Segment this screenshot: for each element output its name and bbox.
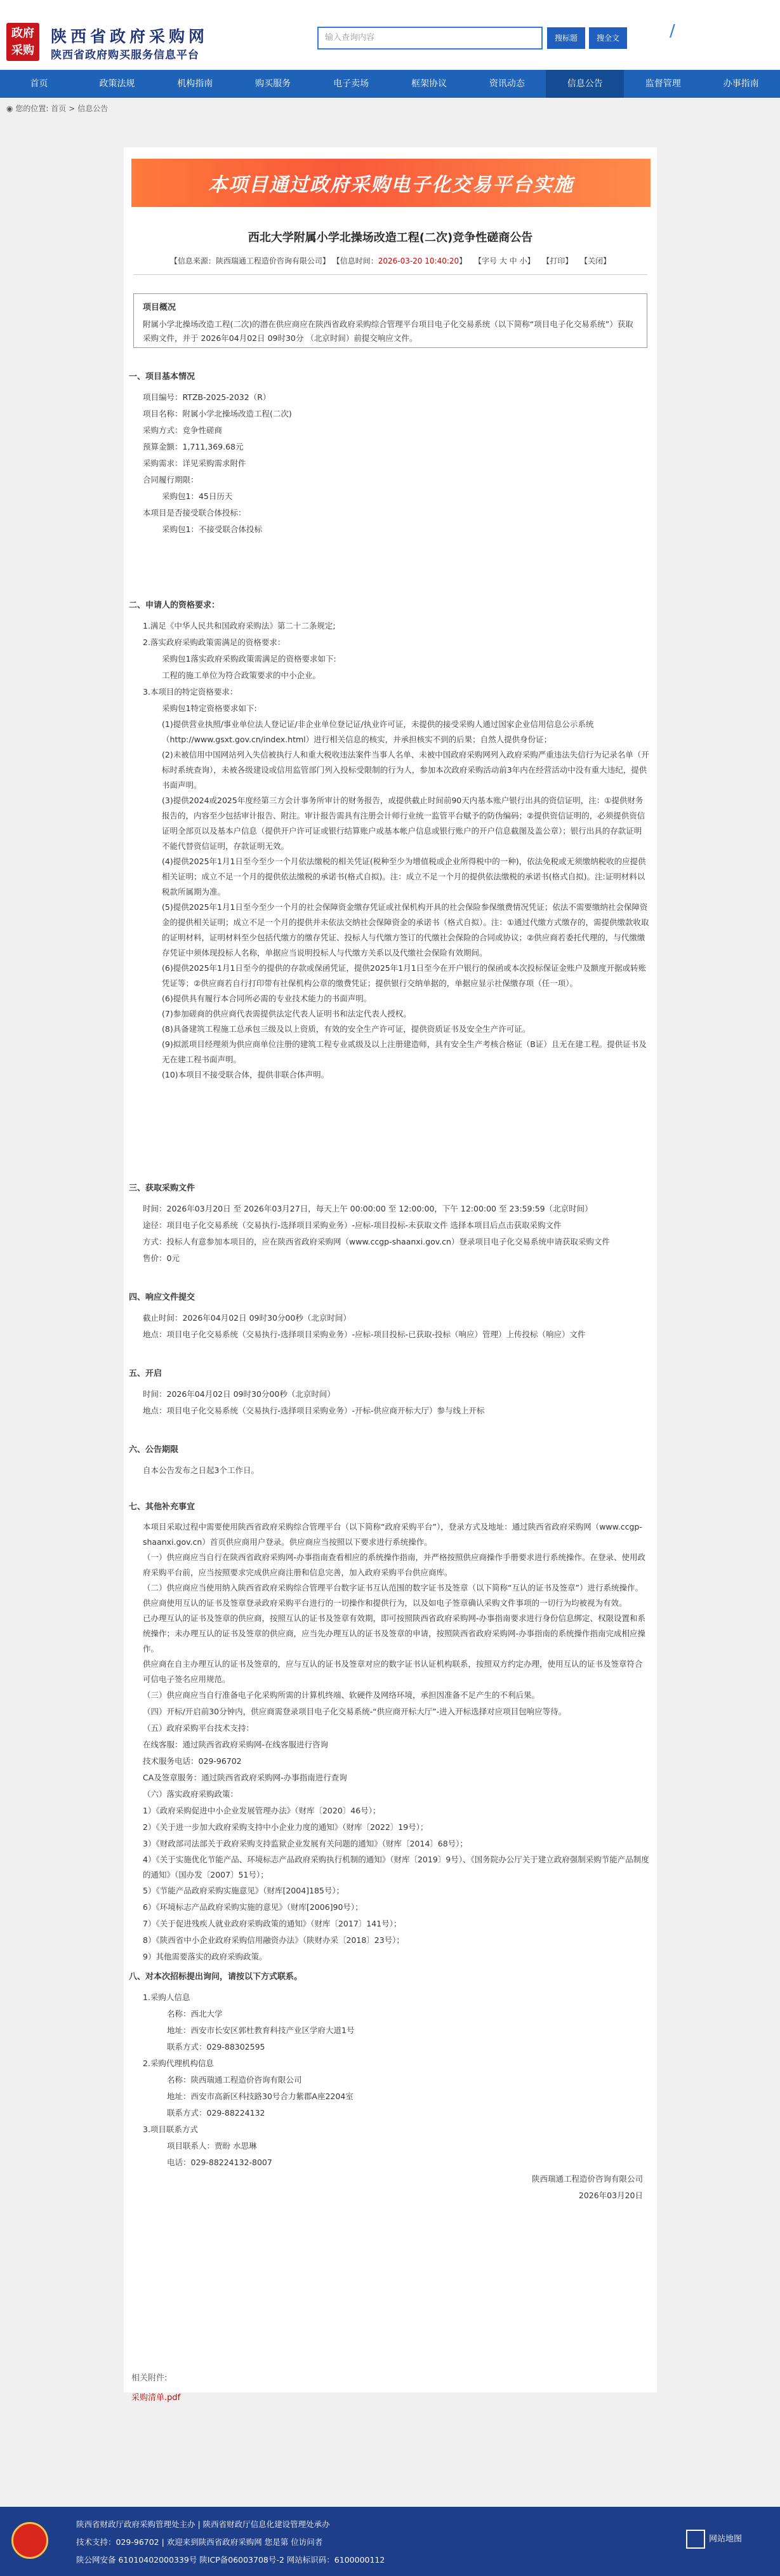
font-size-control[interactable]: 【字号 大 中 小】 (474, 257, 535, 265)
section-contact: 八、对本次招标提出询问，请按以下方式联系。 1.采购人信息 名称：西北大学 地址：西安市长安区郭杜教育科技产业区学府大道1号 联系方式：029-88302595 2.采购代理机构信息 名称：陕西瑞通工程造价咨询有限公司 地址：西安市高新区科技路30号合力紫郡A座2204室 联系方式：029-88224132 3.项目联系方式 项目联系人：贾盼 水思琳 电话：029-88224132-8007 陕西瑞通工程造价咨询有限公司 2026年03月20日 (129, 1970, 649, 2204)
nav-item-home[interactable]: 首页 (30, 79, 48, 89)
search-fulltext-button[interactable]: 搜全文 (589, 27, 627, 49)
nav-item-agency[interactable]: 机构指南 (177, 79, 213, 89)
page-title: 西北大学附属小学北操场改造工程(二次)竞争性磋商公告 (248, 231, 533, 244)
site-logo[interactable]: 政府采购 (6, 23, 39, 61)
breadcrumb: ◉ 您的位置: 首页 > 信息公告 (6, 104, 109, 113)
section-opening: 五、开启 时间：2026年04月02日 09时30分00秒（北京时间） 地点：项目电子化交易系统（交易执行-选择项目采购业务）-开标-供应商开标大厅）参与线上开标 (129, 1369, 485, 1415)
section-qualification: 二、申请人的资格要求： 1.满足《中华人民共和国政府采购法》第二十二条规定; 2.落实政府采购政策需满足的资格要求： 采购包1落实政府采购政策需满足的资格要求如下: 工程的施工单位为符合政策要求的中小企业。 3.本项目的特定资格要求： 采购包1特定资格要求如下: (1)提供营业执照/事业单位法人登记证/非企业单位登记证/执业许可证，未提供的接受采购人通过国家企业信用信息公示系统（http://www.gsxt.gov.cn/index.html）进行相关信息的核实，并承担核实不到的后果；自然人提供身份证； (2)未被信用中国网站列入失信被执行人和重大税收违法案件当事人名单、未被中国政府采购网列入政府采购严重违法失信行为记录名单（开标时系统查询），未被各级建设或信用监管部门列入投标受限制的行为人，参加本次政府采购活动前3年内在经营活动中没有重大违纪，提供书面声明。 (3)提供2024或2025年度经第三方会计事务所审计的财务报告，或提供截止时间前90天内基本账户银行出具的资信证明，注：①提供财务报告的，内容至少包括审计报告、附注。审计报告需具有注册会计师行业统一监管平台赋予的防伪编码；②提供资信证明的，必须提供资信证明全部页以及基本户信息（提供开户许可证或银行结算账户或基本帐户信息或银行账户的开户信息截图及盖公章）；银行出具的存款证明不能代替资信证明，存款证明无效。 (4)提供2025年1月1日至今至少一个月依法缴税的相关凭证(税种至少为增值税或企业所得税中的一种)，依法免税或无须缴纳税收的应提供相关证明；成立不足一个月的提供依法缴税的承诺书(格式自拟)。注：成立不足一个月的提供依法缴税的承诺书(格式自拟)。注:证明材料以税款所属期为准。 (5)提供2025年1月1日至今至少一个月的社会保障资金缴存凭证或社保机构开具的社会保险参保缴费情况凭证；依法不需要缴纳社会保障资金的提供相关证明；成立不足一个月的提供并未依法交纳社会保障资金的承诺书（格式自拟）。注：①通过代缴方式缴存的，需提供缴款收取的证明材料，证明材料至少包括代缴方的缴存凭证、投标人与代缴方签订的代缴社会保险的合同或协议；②供应商若委托代理的，与代缴缴存凭证中须体现投标人名称，单据应当说明投标人与代缴方关系以及代缴社会保险有效期间。 (6)提供2025年1月1日至今的提供的存款或保函凭证，提供2025年1月1日至今在开户银行的保函或本次投标保证金账户及额度开据或转账凭证等；②供应商若自行打印带有社保机构公章的缴费凭证；提供银行交纳单据的，单据应显示社保缴存项（任一项）。 (6)提供具有履行本合同所必需的专业技术能力的书面声明。 (7)参加磋商的供应商代表需提供法定代表人证明书和法定代表人授权。 (8)具备建筑工程施工总承包三级及以上资质，有效的安全生产许可证，提供资质证书及安全生产许可证。 (9)拟派项目经理须为供应商单位注册的建筑工程专业贰级及以上注册建造师，具有安全生产考核合格证（B证）且无在建工程。提供证书及无在建工程书面声明。 (10)本项目不接受联合体，提供非联合体声明。 (129, 601, 649, 1079)
attachments: 相关附件: 采购清单.pdf (131, 2373, 181, 2403)
nav-item-notices[interactable]: 信息公告 (546, 70, 624, 98)
slash-icon: / (670, 22, 675, 41)
nav-item-purchase-service[interactable]: 购买服务 (255, 79, 291, 89)
notice-meta: 【信息来源：陕西瑞通工程造价咨询有限公司】 【信息时间：2026-03-20 10:40:20】 【字号 大 中 小】 【打印】 【关闭】 (169, 257, 611, 265)
print-link[interactable]: 【打印】 (542, 257, 573, 265)
section-get-documents: 三、获取采购文件 时间：2026年03月20日 至 2026年03月27日，每天上午 00:00:00 至 12:00:00，下午 12:00:00 至 23:59:59（北京时间） 途径：项目电子化交易系统（交易执行-选择项目采购业务）-应标-项目投标-未获取文件 选择本项目后点击获取采购文件 方式：投标人有意参加本项目的，应在陕西省政府采购网（www.ccgp-shaanxi.gov.cn）登录项目电子化交易系统申请获取采购文件 售价：0元 (129, 1184, 610, 1263)
header (0, 0, 780, 70)
site-map-link[interactable]: 网站地图 (686, 2530, 742, 2549)
nav-item-guide[interactable]: 办事指南 (723, 79, 759, 89)
nav-item-supervision[interactable]: 监督管理 (645, 79, 681, 89)
site-subtitle: 陕西省政府购买服务信息平台 (51, 49, 199, 62)
signature-date: 2026年03月20日 (578, 2191, 643, 2200)
main-nav (0, 70, 780, 98)
search-input[interactable]: 输入查询内容 (317, 27, 543, 50)
breadcrumb-current[interactable]: 信息公告 (77, 104, 109, 113)
notice-card (124, 147, 657, 2403)
close-link[interactable]: 【关闭】 (580, 257, 611, 265)
section-basic-info: 一、项目基本情况 项目编号：RTZB-2025-2032（R） 项目名称：附属小学北操场改造工程(二次) 采购方式：竞争性磋商 预算金额：1,711,369.68元 采购需求：详见采购需求附件 合同履行期限： 采购包1：45日历天 本项目是否接受联合体投标： 采购包1：不接受联合体投标 (129, 372, 292, 534)
nav-item-news[interactable]: 资讯动态 (489, 79, 525, 89)
section-submission: 四、响应文件提交 截止时间：2026年04月02日 09时30分00秒（北京时间） 地点：项目电子化交易系统（交易执行-选择项目采购业务）-应标-项目投标-已获取-投标（响应）管理）上传投标（响应）文件 (129, 1293, 586, 1339)
emblem-icon (11, 2522, 48, 2559)
nav-item-e-mall[interactable]: 电子卖场 (333, 79, 369, 89)
search-title-button[interactable]: 搜标题 (547, 27, 585, 49)
signature-org: 陕西瑞通工程造价咨询有限公司 (531, 2174, 643, 2184)
divider (133, 274, 647, 275)
footer: 陕西省财政厅政府采购管理处主办 | 陕西省财政厅信息化建设管理处承办 技术支持：029-96702 | 欢迎来到陕西省政府采购网 您是第 位访问者 陕公网安备 61010402000339号 陕ICP备06003708号-2 网站标识码：6100000112 网站地图 (0, 2507, 780, 2576)
location-icon: ◉ (6, 104, 13, 113)
section-notice-period: 六、公告期限 自本公告发布之日起3个工作日。 (129, 1445, 259, 1475)
section-other: 七、其他补充事宜 本项目采取过程中需要使用陕西省政府采购综合管理平台（以下简称“政府采购平台”），登录方式及地址：通过陕西省政府采购网（www.ccgp-shaanxi.gov.cn）首页供应商用户登录。供应商应当按照以下要求进行系统操作。 （一）供应商应当自行在陕西省政府采购网-办事指南查看相应的系统操作指南，并严格按照供应商操作手册要求进行系统操作。在登录、使用政府采购平台前，应当按照要求完成供应商注册和信息完善，加入政府采购平台供应商库。 （二）供应商应当使用纳入陕西省政府采购综合管理平台数字证书互认范围的数字证书及签章（以下简称“互认的证书及签章”）进行系统操作。供应商使用互认的证书及签章登录政府采购平台进行的一切操作和提供行为，以及如电子签章确认采购文件事项的一切行为均被视为有效。 已办理互认的证书及签章的供应商，按照互认的证书及签章有效期，即可按照陕西省政府采购网-办事指南要求进行身份信息绑定、权限设置和系统操作；未办理互认的证书及签章的供应商，应当先办理互认的证书及签章的申请，按照陕西省政府采购网-办事指南的系统操作指南完成相应操作。 供应商在自主办理互认的证书及签章的，应与互认的证书及签章对应的数字证书认证机构联系，按照双方约定办理，使用互认的证书及签章符合可信电子签名应用规范。 （三）供应商应当自行准备电子化采购所需的计算机终端、软硬件及网络环境，承担因准备不足产生的不利后果。 （四）开标/开启前30分钟内，供应商需登录项目电子化交易系统-“供应商开标大厅”-进入开标选择对应项目包响应等待。 （五）政府采购平台技术支持： 在线客服：通过陕西省政府采购网-在线客服进行咨询 技术服务电话：029-96702 CA及签章服务：通过陕西省政府采购网-办事指南进行查询 （六）落实政府采购政策： 1）《政府采购促进中小企业发展管理办法》（财库〔2020〕46号）； 2）《关于进一步加大政府采购支持中小企业力度的通知》（财库〔2022〕19号）； 3）《财政部司法部关于政府采购支持监狱企业发展有关问题的通知》（财库〔2014〕68号）； 4）《关于实施优化节能产品、环境标志产品政府采购执行机制的通知》（财库〔2019〕9号）、《国务院办公厅关于建立政府强制采购节能产品制度的通知》（国办发〔2007〕51号）； 5）《节能产品政府采购实施意见》（财库[2004]185号）； 6）《环境标志产品政府采购实施的意见》（财库[2006]90号）； 7）《关于促进残疾人就业政府采购政策的通知》（财库〔2017〕141号）； 8）《陕西省中小企业政府采购信用融资办法》（陕财办采〔2018〕23号）； 9）其他需要落实的政府采购政策。 (129, 1502, 649, 1961)
site-map-icon (686, 2530, 705, 2549)
site-name: 陕西省政府采购网 (51, 27, 209, 46)
nav-item-policy[interactable]: 政策法规 (99, 79, 135, 89)
breadcrumb-home[interactable]: 首页 (51, 104, 67, 113)
project-overview: 项目概况 附属小学北操场改造工程(二次)的潜在供应商应在陕西省政府采购综合管理平台项目电子化交易系统（以下简称“项目电子化交易系统”）获取 采购文件，并于 2026年04月02日 09时30分 （北京时间）前提交响应文件。 (133, 293, 647, 348)
platform-banner: 本项目通过政府采购电子化交易平台实施 (131, 159, 651, 207)
attachment-link[interactable]: 采购清单.pdf (131, 2393, 181, 2403)
nav-item-framework[interactable]: 框架协议 (411, 79, 447, 89)
